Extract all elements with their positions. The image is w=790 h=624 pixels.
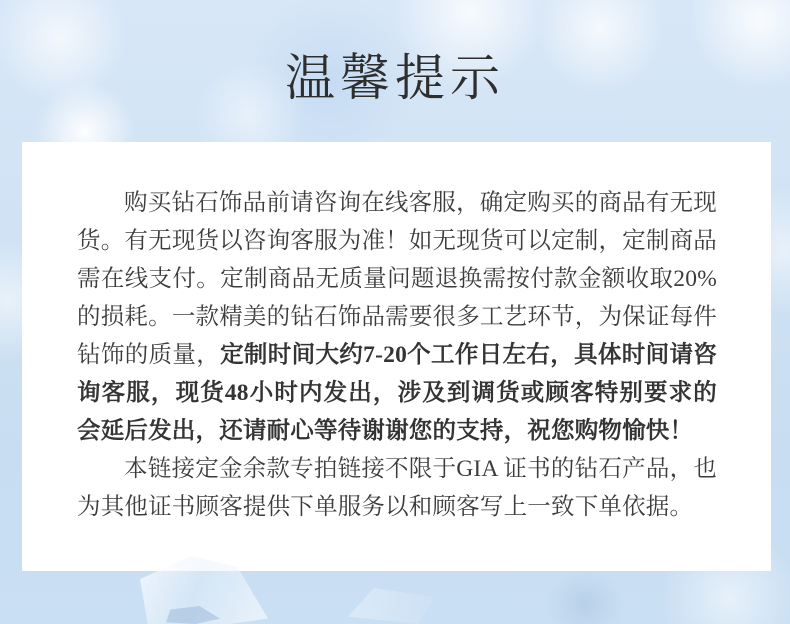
notice-paragraph-1-regular: 购买钻石饰品前请咨询在线客服，确定购买的商品有无现货。有无现货以咨询客服为准！如无现货可以定制，定制商品需在线支付。定制商品无质量问题退换需按付款金额收取20%的损耗。一款精美的钻石饰品需要很多工艺环节，为保证每件钻饰的质量， [77, 190, 717, 368]
diamond-crystal-small-decoration [348, 588, 434, 624]
page-title: 温馨提示 [285, 50, 505, 106]
notice-paragraph-1-bold: 定制时间大约7-20个工作日左右，具体时间请咨询客服，现货48小时内发出，涉及到调货或顾客特别要求的会延后发出，还请耐心等待谢谢您的支持，祝您购物愉快！ [77, 342, 717, 444]
notice-paragraph-1 [77, 184, 717, 450]
notice-card [22, 142, 771, 571]
diamond-crystal-facet-decoration [166, 606, 220, 624]
notice-paragraph-2: 本链接定金余款专拍链接不限于GIA 证书的钻石产品，也为其他证书顾客提供下单服务以和顾客写上一致下单依据。 [77, 456, 717, 520]
